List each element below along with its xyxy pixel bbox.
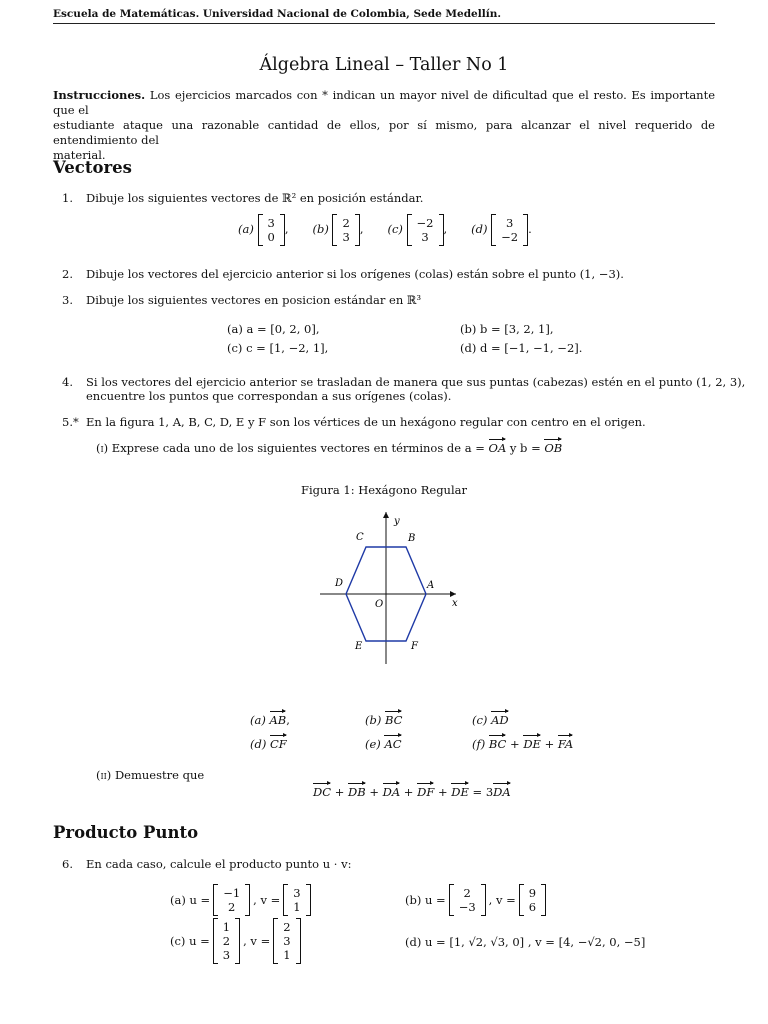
- ex1-d-sep: .: [528, 222, 532, 236]
- ex6-b-v-label: , v =: [488, 893, 516, 907]
- ex5-part-2: [96, 768, 204, 782]
- eq-plus-2: +: [369, 785, 379, 799]
- label-f: F: [411, 641, 418, 652]
- exercise-3-text: Dibuje los siguientes vectores en posicion estándar en ℝ³: [86, 293, 422, 307]
- label-y: y: [394, 516, 400, 527]
- vector-df: DF: [417, 785, 435, 799]
- y-axis-arrow: [383, 512, 389, 518]
- ex6-a-u-1: 2: [228, 900, 236, 914]
- exercise-5-text: En la figura 1, A, B, C, D, E y F son los vértices de un hexágono regular con centro en el origen.: [86, 415, 646, 429]
- ex5-item-c-label: (c): [472, 713, 488, 727]
- ex1-d-label: (d): [471, 222, 488, 236]
- exercise-3: [62, 293, 421, 307]
- ex6-c-v-2: 1: [283, 948, 291, 962]
- label-e: E: [355, 641, 363, 652]
- exercise-2-number: 2.: [62, 267, 73, 281]
- page-title: Álgebra Lineal – Taller No 1: [259, 55, 509, 75]
- exercise-4-line-2: encuentre los puntos que correspondan a sus orígenes (colas).: [86, 389, 452, 403]
- vector-da: DA: [382, 785, 401, 799]
- ex5-item-d-label: (d): [250, 737, 267, 751]
- vector-ad: AD: [491, 713, 509, 727]
- ex6-c: [170, 918, 301, 964]
- ex5-item-b: [365, 713, 402, 727]
- ex6-c-u-0: 1: [222, 920, 231, 934]
- ex1-a: [238, 214, 288, 246]
- exercise-2-text: Dibuje los vectores del ejercicio anterior si los orígenes (colas) están sobre el punto (1, −3).: [86, 267, 624, 281]
- ex6-b-v-1: 6: [528, 900, 537, 914]
- ex1-a-bottom: 0: [267, 230, 275, 244]
- vector-fa-f: FA: [557, 737, 574, 751]
- x-axis-arrow: [450, 591, 456, 597]
- ex6-b-label: (b) u =: [405, 893, 446, 907]
- ex1-d-top: 3: [505, 216, 514, 230]
- label-o: O: [375, 599, 384, 610]
- eq-equals: = 3: [472, 785, 494, 799]
- ex1-c-label: (c): [387, 222, 403, 236]
- ex1-a-label: (a): [238, 222, 254, 236]
- instructions-text-1: Los ejercicios marcados con * indican un mayor nivel de dificultad que el resto. Es importante que el: [53, 88, 716, 117]
- label-c: C: [356, 532, 364, 543]
- eq-plus-1: +: [334, 785, 345, 799]
- vector-bc-f: BC: [488, 737, 507, 751]
- ex1-a-sep: ,: [284, 222, 289, 236]
- vector-ac: AC: [384, 737, 402, 751]
- ex1-b-bottom: 3: [342, 230, 350, 244]
- plus-1: +: [510, 737, 520, 751]
- ex5-item-f-label: (f): [472, 737, 486, 751]
- vector-da-result: DA: [493, 785, 511, 799]
- ex3-b: (b) b = [3, 2, 1],: [460, 322, 554, 336]
- exercise-6-text: En cada caso, calcule el producto punto u · v:: [86, 857, 352, 871]
- ex5-item-e-label: (e): [365, 737, 381, 751]
- vector-db: DB: [347, 785, 366, 799]
- label-d: D: [335, 578, 344, 589]
- ex5-part-2-text: Demuestre que: [114, 768, 205, 782]
- ex5-part-1: [96, 441, 562, 455]
- ex1-c-top: −2: [416, 216, 434, 230]
- vector-dc: DC: [313, 785, 332, 799]
- vector-cf: CF: [270, 737, 287, 751]
- instructions-label: Instrucciones.: [53, 88, 146, 102]
- exercise-1-number: 1.: [62, 191, 73, 205]
- ex5-item-a-tail: ,: [286, 713, 290, 727]
- section-vectores: Vectores: [53, 158, 132, 177]
- ex6-c-v-label: , v =: [243, 934, 271, 948]
- exercise-4-number: 4.: [62, 375, 73, 389]
- instructions: [53, 88, 715, 163]
- vector-bc: BC: [385, 713, 403, 727]
- ex5-part-1-text: Exprese cada uno de los siguientes vectores en términos de a =: [111, 441, 489, 455]
- exercise-2: [62, 267, 624, 281]
- section-producto-punto: Producto Punto: [53, 823, 199, 842]
- ex6-b-u-1: −3: [458, 900, 476, 914]
- ex5-part-1-and: y b =: [506, 441, 545, 455]
- label-x: x: [452, 598, 458, 609]
- exercise-1-vectors: [238, 214, 532, 246]
- vector-oa: OA: [488, 441, 507, 455]
- ex5-item-c: [472, 713, 509, 727]
- ex1-b-label: (b): [312, 222, 329, 236]
- instructions-line-2: estudiante ataque una razonable cantidad de ellos, por sí mismo, para alcanzar el nivel requerido de entendimiento del: [53, 118, 715, 147]
- ex5-item-e: [365, 737, 402, 751]
- ex6-a-v-label: , v =: [253, 893, 281, 907]
- vector-de: DE: [451, 785, 469, 799]
- ex6-c-v-0: 2: [283, 920, 291, 934]
- ex3-d: (d) d = [−1, −1, −2].: [460, 341, 583, 355]
- ex6-a-v-1: 1: [293, 900, 301, 914]
- vector-de-f: DE: [523, 737, 541, 751]
- exercise-4-line-1: Si los vectores del ejercicio anterior se trasladan de manera que sus puntas (cabezas) estén en el punto (1, 2, 3),: [86, 375, 746, 389]
- exercise-5: [62, 415, 646, 429]
- ex6-b-u-0: 2: [463, 886, 471, 900]
- ex5-item-b-label: (b): [365, 713, 382, 727]
- figure-caption: Figura 1: Hexágono Regular: [301, 483, 467, 497]
- hexagon-figure: [316, 510, 466, 666]
- ex1-c-sep: ,: [443, 222, 448, 236]
- vector-ob: OB: [544, 441, 563, 455]
- eq-plus-3: +: [403, 785, 414, 799]
- instructions-line-3: material.: [53, 148, 106, 162]
- ex6-c-u-1: 2: [222, 934, 231, 948]
- ex3-c: (c) c = [1, −2, 1],: [227, 341, 329, 355]
- exercise-6: [62, 857, 351, 871]
- exercise-5-number: 5.*: [62, 415, 79, 429]
- ex3-a: (a) a = [0, 2, 0],: [227, 322, 320, 336]
- ex5-item-d: [250, 737, 287, 751]
- exercise-3-number: 3.: [62, 293, 73, 307]
- ex5-item-a-label: (a): [250, 713, 266, 727]
- vector-ab: AB: [269, 713, 287, 727]
- label-b: B: [408, 533, 416, 544]
- ex6-c-u-2: 3: [222, 948, 231, 962]
- page-header: Escuela de Matemáticas. Universidad Nacional de Colombia, Sede Medellín.: [53, 8, 501, 20]
- ex6-d: (d) u = [1, √2, √3, 0] , v = [4, −√2, 0, −5]: [405, 935, 646, 949]
- ex5-item-f: [472, 737, 573, 751]
- ex1-d-bottom: −2: [501, 230, 519, 244]
- header-rule: [53, 23, 715, 24]
- exercise-1-text: Dibuje los siguientes vectores de ℝ² en posición estándar.: [86, 191, 424, 205]
- ex1-b-top: 2: [342, 216, 350, 230]
- ex6-c-label: (c) u =: [170, 934, 210, 948]
- ex6-a-u-0: −1: [223, 886, 241, 900]
- ex5-part-1-label: (i): [96, 441, 109, 455]
- plus-2: +: [544, 737, 555, 751]
- exercise-4: [62, 375, 745, 389]
- ex1-c-bottom: 3: [421, 230, 429, 244]
- ex1-b-sep: ,: [359, 222, 364, 236]
- ex5-part-2-equation: [313, 785, 511, 799]
- instructions-line-1: [53, 88, 715, 118]
- eq-plus-4: +: [437, 785, 448, 799]
- ex6-a-v-0: 3: [293, 886, 301, 900]
- ex5-part-2-label: (ii): [96, 768, 112, 782]
- label-a: A: [427, 580, 435, 591]
- exercise-6-number: 6.: [62, 857, 73, 871]
- ex1-b: [312, 214, 363, 246]
- ex1-a-top: 3: [267, 216, 275, 230]
- ex5-item-a: [250, 713, 290, 727]
- ex1-c: [387, 214, 447, 246]
- ex6-a-label: (a) u =: [170, 893, 211, 907]
- ex1-d: [471, 214, 532, 246]
- exercise-1: [62, 191, 423, 205]
- ex6-b-v-0: 9: [528, 886, 537, 900]
- ex6-c-v-1: 3: [283, 934, 291, 948]
- ex6-a: [170, 884, 311, 916]
- ex6-b: [405, 884, 546, 916]
